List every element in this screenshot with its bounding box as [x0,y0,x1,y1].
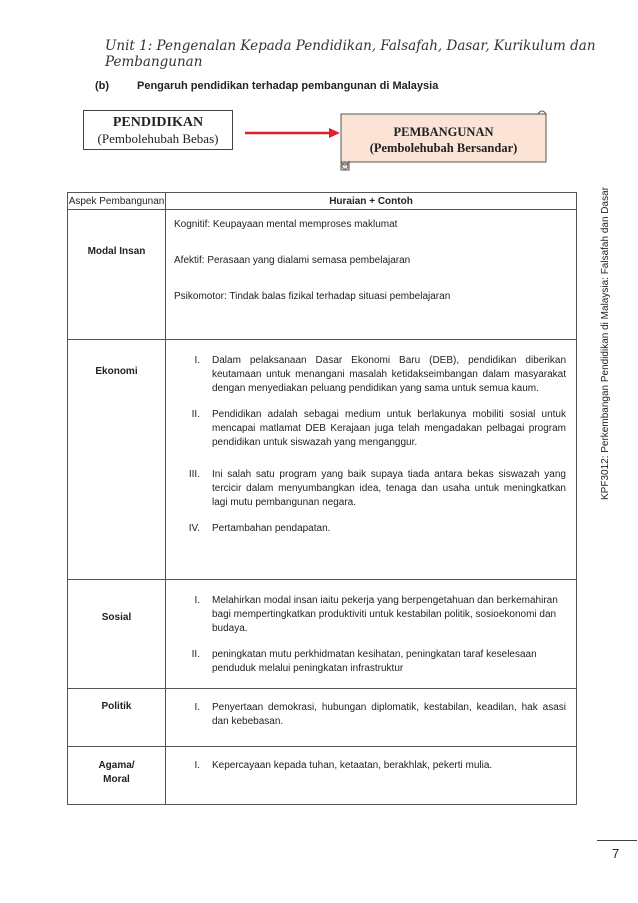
pembangunan-title: PEMBANGUNAN [393,125,494,139]
pendidikan-title: PENDIDIKAN [112,115,204,130]
table-row-modal-insan [68,210,577,340]
pendidikan-box [83,110,233,150]
aspect-cell [68,210,166,340]
pendidikan-subtitle: (Pembolehubah Bebas) [97,131,219,146]
aspect-cell [68,580,166,689]
table-row-ekonomi [68,340,577,580]
header-huraian: Huraian + Contoh [166,193,577,210]
desc-cell [166,210,577,340]
table-header-row [68,193,577,210]
pembangunan-subtitle: (Pembolehubah Bersandar) [369,141,518,155]
header-aspect: Aspek Pembangunan [68,193,166,210]
aspect-label: Modal Insan [87,246,146,257]
list-item: II. peningkatan mutu perkhidmatan kesihatan, peningkatan taraf keselesaan penduduk melalui peningkatan infrastruktur [191,649,537,674]
aspect-label: Agama/ Moral [98,760,135,785]
desc-cell [166,689,577,747]
side-running-title: KPF3012: Perkembangan Pendidikan di Malaysia: Falsafah dan Dasar [600,187,611,500]
subtitle-tag: (b) [95,80,110,92]
red-arrow-icon [245,127,340,139]
page-number: 7 [612,846,620,861]
aspect-label: Sosial [101,612,132,623]
modal-kognitif: Kognitif: Keupayaan mental memproses maklumat [174,219,398,230]
aspect-cell [68,340,166,580]
desc-cell [166,747,577,805]
modal-psikomotor: Psikomotor: Tindak balas fizikal terhadap situasi pembelajaran [174,291,451,302]
table-row-politik [68,689,577,747]
list-item: I. Kepercayaan kepada tuhan, ketaatan, berakhlak, pekerti mulia. [194,760,493,771]
list-item: I. Dalam pelaksanaan Dasar Ekonomi Baru (DEB), pendidikan diberikan keutamaan untuk menangani masalah ketidakseimbangan dalam masyarakat dengan menyediakan peluang pendidikan yang sama untuk semua kaum. [194,355,566,394]
aspect-cell [68,747,166,805]
page-number-rule [597,840,637,841]
aspect-label: Politik [101,701,132,712]
table-row-agama [68,747,577,805]
table-row-sosial [68,580,577,689]
list-item: I. Penyertaan demokrasi, hubungan diplomatik, kestabilan, keadilan, hak asasi dan kebebasan. [194,702,566,727]
pembangunan-scroll [335,108,552,174]
modal-afektif: Afektif: Perasaan yang dialami semasa pembelajaran [174,255,411,266]
list-item: IV. Pertambahan pendapatan. [188,523,331,534]
page-header: Unit 1: Pengenalan Kepada Pendidikan, Falsafah, Dasar, Kurikulum dan Pembangunan [105,38,596,70]
subtitle-text: Pengaruh pendidikan terhadap pembangunan di Malaysia [137,80,439,92]
section-subtitle [95,80,438,92]
desc-cell [166,580,577,689]
aspect-cell [68,689,166,747]
pembangunan-table [67,192,577,805]
aspect-label: Ekonomi [95,366,138,377]
desc-cell [166,340,577,580]
list-item: III. Ini salah satu program yang baik supaya tiada antara bekas siswazah yang tercicir dalam menyumbangkan idea, tenaga dan usaha untuk meningkatkan lagi mutu pembangunan negara. [188,469,566,508]
list-item: II. Pendidikan adalah sebagai medium untuk berlakunya mobiliti sosial untuk mencapai matlamat DEB Kerajaan juga telah mengadakan pelbagai program pendidikan untuk siswazah yang menganggur. [191,409,566,448]
list-item: I. Melahirkan modal insan iaitu pekerja yang berpengetahuan dan berkemahiran bagi mempertingkatkan produktiviti untuk kestabilan politik, sosioekonomi dan budaya. [194,595,558,634]
